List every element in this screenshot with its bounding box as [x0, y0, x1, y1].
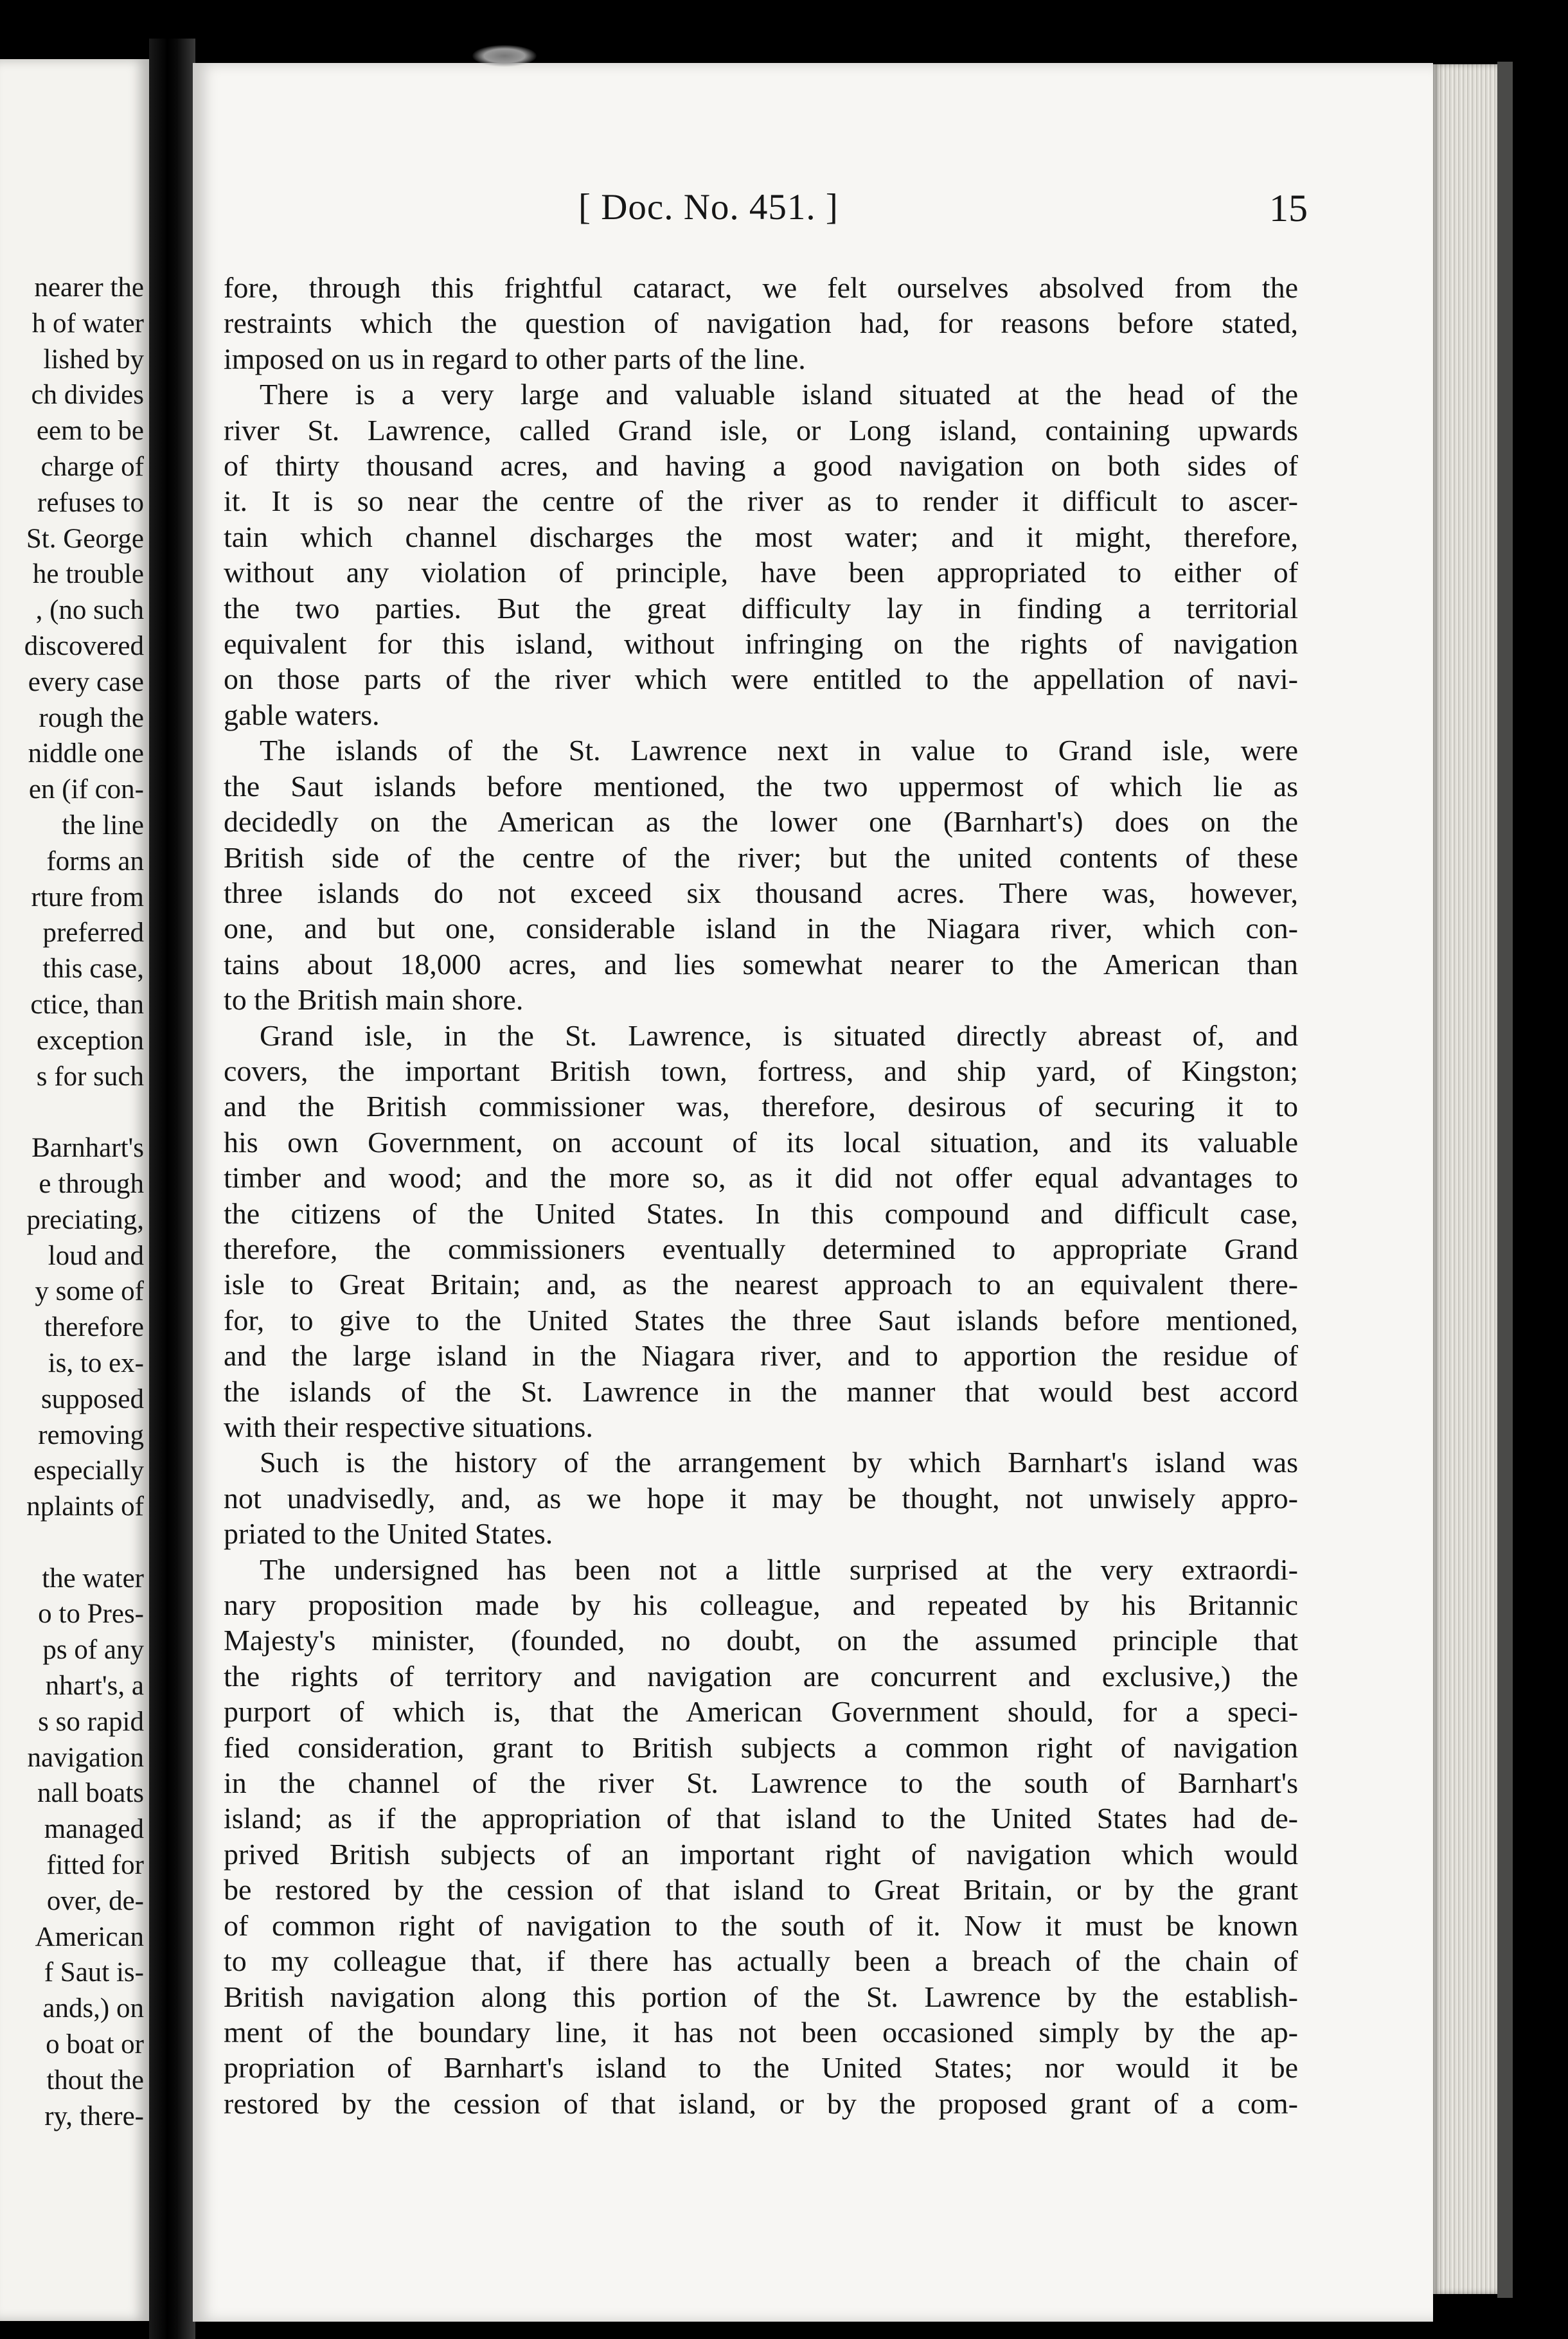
text-line: equivalent for this island, without infringing on the rights of navigation — [224, 627, 1298, 661]
previous-page-line: nearer the — [34, 272, 144, 303]
text-line: the rights of territory and navigation are concurrent and exclusive,) the — [224, 1659, 1298, 1693]
text-line: covers, the important British town, fortress, and ship yard, of Kingston; — [224, 1054, 1298, 1087]
text-line: tains about 18,000 acres, and lies somewhat nearer to the American than — [224, 947, 1298, 981]
page-number: 15 — [1269, 187, 1308, 229]
text-line: fore, through this frightful cataract, we felt ourselves absolved from the — [224, 271, 1298, 304]
text-line: and the British commissioner was, therefore, desirous of securing it to — [224, 1090, 1298, 1123]
previous-page-line: navigation — [27, 1742, 144, 1773]
previous-page-line: forms an — [46, 846, 144, 876]
text-line: his own Government, on account of its local situation, and its valuable — [224, 1125, 1298, 1159]
previous-page-line: loud and — [48, 1240, 144, 1271]
paragraph — [224, 1018, 1298, 1445]
text-line: prived British subjects of an important right of navigation which would — [224, 1837, 1298, 1871]
text-line: on those parts of the river which were entitled to the appellation of navi- — [224, 663, 1298, 696]
previous-page-line: niddle one — [28, 738, 144, 769]
text-line: it. It is so near the centre of the river as to render it difficult to ascer- — [224, 485, 1298, 518]
previous-page-line: this case, — [42, 954, 144, 984]
text-line: one, and but one, considerable island in the Niagara river, which con- — [224, 912, 1298, 945]
previous-page-line: refuses to — [37, 487, 144, 518]
previous-page-line — [0, 1525, 144, 1561]
text-line: imposed on us in regard to other parts of the line. — [224, 342, 806, 375]
text-line: tain which channel discharges the most water; and it might, therefore, — [224, 520, 1298, 553]
previous-page-line: ands,) on — [42, 1993, 144, 2024]
text-line: Such is the history of the arrangement by which Barnhart's island was — [260, 1446, 1298, 1479]
text-line: be restored by the cession of that island to Great Britain, or by the grant — [224, 1873, 1298, 1907]
text-line: timber and wood; and the more so, as it did not offer equal advantages to — [224, 1161, 1298, 1195]
text-line: of common right of navigation to the south of it. Now it must be known — [224, 1908, 1298, 1942]
previous-page-line: over, de- — [46, 1885, 144, 1916]
text-line: British side of the centre of the river; but the united contents of these — [224, 840, 1298, 874]
previous-page-line: , (no such — [35, 595, 144, 626]
previous-page-line: fitted for — [46, 1850, 144, 1881]
previous-page-line: ctice, than — [30, 989, 144, 1020]
text-line: with their respective situations. — [224, 1410, 593, 1443]
text-line: fied consideration, grant to British subjects a common right of navigation — [224, 1730, 1298, 1764]
book-gutter — [149, 39, 195, 2339]
previous-page-line: y some of — [35, 1276, 144, 1307]
text-line: purport of which is, that the American Government should, for a speci- — [224, 1695, 1298, 1729]
text-line: and the large island in the Niagara river, and to apportion the residue of — [224, 1339, 1298, 1373]
previous-page-line: is, to ex- — [48, 1347, 144, 1378]
previous-page-line: nplaints of — [26, 1491, 144, 1522]
previous-page-line: ch divides — [31, 380, 144, 411]
previous-page-line: rough the — [39, 702, 144, 733]
ink-blot — [472, 45, 537, 67]
previous-page-line: rture from — [31, 882, 144, 912]
previous-page-line: lished by — [43, 344, 144, 375]
previous-page-line: especially — [33, 1455, 144, 1486]
text-line: propriation of Barnhart's island to the United States; nor would it be — [224, 2051, 1298, 2085]
text-line: ment of the boundary line, it has not been occasioned simply by the ap- — [224, 2015, 1298, 2049]
text-line: decidedly on the American as the lower one (Barnhart's) does on the — [224, 805, 1298, 839]
previous-page-line: en (if con- — [28, 774, 144, 805]
text-line: British navigation along this portion of the St. Lawrence by the establish- — [224, 1980, 1298, 2013]
text-line: the citizens of the United States. In this compound and difficult case, — [224, 1196, 1298, 1230]
text-line: island; as if the appropriation of that island to the United States had de- — [224, 1802, 1298, 1835]
previous-page-line: Barnhart's — [31, 1133, 144, 1164]
previous-page-line: preciating, — [26, 1204, 144, 1235]
previous-page-line: managed — [44, 1814, 144, 1845]
text-line: The islands of the St. Lawrence next in value to Grand isle, were — [260, 734, 1298, 767]
previous-page-line: e through — [39, 1168, 144, 1199]
text-line: gable waters. — [224, 698, 380, 731]
previous-page-line: preferred — [42, 918, 144, 948]
text-line: the Saut islands before mentioned, the two uppermost of which lie as — [224, 769, 1298, 803]
previous-page-text — [0, 270, 144, 2134]
previous-page-line: thout the — [46, 2065, 144, 2095]
previous-page-line: s so rapid — [38, 1706, 144, 1737]
previous-page-line: h of water — [31, 308, 144, 339]
text-line: not unadvisedly, and, as we hope it may be thought, not unwisely appro- — [224, 1481, 1298, 1515]
paragraph — [224, 270, 1298, 377]
previous-page-line: exception — [36, 1025, 144, 1056]
previous-page-fragment — [0, 59, 149, 2321]
paragraph — [224, 377, 1298, 733]
previous-page-line: o boat or — [46, 2029, 144, 2060]
previous-page-line: the line — [62, 810, 144, 840]
previous-page-line: discovered — [24, 630, 144, 661]
text-line: for, to give to the United States the three Saut islands before mentioned, — [224, 1303, 1298, 1337]
paragraph — [224, 1552, 1298, 2122]
text-line: priated to the United States. — [224, 1517, 553, 1551]
text-line: river St. Lawrence, called Grand isle, or Long island, containing upwards — [224, 413, 1298, 447]
text-line: to the British main shore. — [224, 983, 524, 1017]
previous-page-line: supposed — [40, 1383, 144, 1414]
previous-page-line: ps of any — [42, 1635, 144, 1666]
previous-page-line: he trouble — [32, 559, 144, 590]
text-line: the two parties. But the great difficulty lay in finding a territorial — [224, 591, 1298, 625]
previous-page-line: ry, there- — [44, 2101, 144, 2131]
previous-page-line: nall boats — [37, 1778, 144, 1809]
text-line: three islands do not exceed six thousand acres. There was, however, — [224, 876, 1298, 909]
text-line: the islands of the St. Lawrence in the manner that would best accord — [224, 1374, 1298, 1408]
previous-page-line: s for such — [36, 1061, 144, 1092]
previous-page-line: f Saut is- — [44, 1957, 144, 1988]
text-line: in the channel of the river St. Lawrence to the south of Barnhart's — [224, 1766, 1298, 1800]
text-line: restored by the cession of that island, or by the proposed grant of a com- — [224, 2086, 1298, 2120]
text-line: The undersigned has been not a little surprised at the very extraordi- — [260, 1552, 1298, 1586]
previous-page-line: eem to be — [36, 416, 144, 447]
text-line: isle to Great Britain; and, as the nearest approach to an equivalent there- — [224, 1268, 1298, 1301]
previous-page-line: St. George — [26, 523, 144, 554]
text-line: There is a very large and valuable island situated at the head of the — [260, 378, 1298, 411]
paragraph — [224, 733, 1298, 1017]
previous-page-line: the water — [42, 1563, 144, 1594]
page-edges — [1433, 64, 1497, 2294]
text-line: without any violation of principle, have been appropriated to either of — [224, 556, 1298, 589]
text-line: Grand isle, in the St. Lawrence, is situated directly abreast of, and — [260, 1018, 1298, 1052]
previous-page-line: nhart's, a — [45, 1671, 144, 1702]
text-line: therefore, the commissioners eventually determined to appropriate Grand — [224, 1232, 1298, 1265]
previous-page-line: American — [35, 1921, 144, 1952]
previous-page-line: charge of — [40, 451, 144, 482]
text-line: restraints which the question of navigation had, for reasons before stated, — [224, 307, 1298, 340]
text-line: nary proposition made by his colleague, and repeated by his Britannic — [224, 1588, 1298, 1622]
text-line: of thirty thousand acres, and having a good navigation on both sides of — [224, 449, 1298, 483]
book-edge — [1497, 62, 1513, 2298]
running-header: [ Doc. No. 451. ] — [578, 187, 839, 227]
paragraph — [224, 1445, 1298, 1551]
previous-page-line: o to Pres- — [38, 1599, 144, 1630]
previous-page-line — [0, 1094, 144, 1130]
text-line: Majesty's minister, (founded, no doubt, on the assumed principle that — [224, 1624, 1298, 1657]
previous-page-line: removing — [38, 1419, 144, 1450]
text-line: to my colleague that, if there has actually been a breach of the chain of — [224, 1944, 1298, 1978]
previous-page-line: therefore — [44, 1312, 144, 1343]
body-text — [224, 270, 1298, 2121]
previous-page-line: every case — [28, 666, 144, 697]
